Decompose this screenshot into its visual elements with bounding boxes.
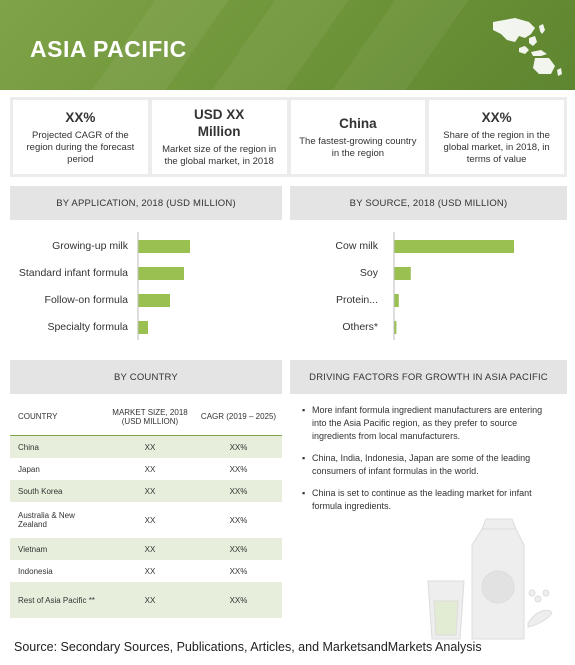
country-cell: South Korea [18, 486, 63, 496]
source-bar-chart [290, 228, 567, 346]
bar [138, 267, 184, 280]
market-size-cell: XX [144, 544, 156, 554]
cagr-cell: XX% [229, 544, 248, 554]
asia-pacific-map-icon [485, 12, 565, 80]
market-size-cell: XX [144, 595, 156, 605]
table-row [10, 582, 282, 618]
market-size-cell: XX [144, 464, 156, 474]
list-item [302, 404, 557, 443]
category-label: Growing-up milk [52, 240, 128, 252]
market-size-cell: XX [144, 566, 156, 576]
by-country-header: BY COUNTRY [10, 360, 282, 394]
bullet-icon: ▪ [302, 453, 306, 463]
country-cell: China [18, 442, 39, 452]
category-label: Protein... [335, 294, 378, 306]
bar [394, 240, 514, 253]
bullet-icon: ▪ [302, 488, 306, 498]
country-table [10, 398, 282, 618]
cagr-cell: XX% [229, 464, 248, 474]
kpi-card-cagr [13, 100, 148, 174]
country-cell: Indonesia [18, 566, 53, 576]
cagr-cell: XX% [229, 486, 248, 496]
category-label: Follow-on formula [44, 294, 128, 306]
bar [394, 294, 399, 307]
category-label: Soy [359, 267, 378, 279]
category-label: Specialty formula [47, 321, 128, 333]
table-row [10, 436, 282, 458]
table-row [10, 458, 282, 480]
kpi-value: XX% [65, 109, 96, 125]
list-item [302, 487, 557, 513]
list-item [302, 452, 557, 478]
kpi-row [10, 97, 567, 177]
factor-text: China, India, Indonesia, Japan are some of the leading consumers of infant formulas in the world. [312, 453, 531, 476]
market-size-cell: XX [144, 486, 156, 496]
kpi-card-fastest-country [291, 100, 426, 174]
table-row [10, 560, 282, 582]
table-body [10, 436, 282, 618]
cagr-cell: XX% [229, 566, 248, 576]
cagr-cell: XX% [229, 442, 248, 452]
country-cell: Rest of Asia Pacific ** [18, 595, 95, 605]
factor-text: China is set to continue as the leading market for infant formula ingredients. [312, 488, 532, 511]
header-banner [0, 0, 575, 90]
country-cell: Japan [18, 464, 40, 474]
kpi-card-market-size [152, 100, 287, 174]
category-label: Standard infant formula [18, 267, 128, 279]
category-label: Cow milk [335, 240, 378, 252]
milk-illustration-icon [420, 515, 560, 650]
column-header-country: COUNTRY [18, 412, 58, 421]
table-row [10, 502, 282, 538]
bar [138, 240, 190, 253]
column-header-market-size: MARKET SIZE, 2018 (USD MILLION) [112, 407, 188, 426]
factor-text: More infant formula ingredient manufacturers are entering into the Asia Pacific region, as they prefer to source ingredients from local manufacturers. [312, 405, 543, 441]
bar [138, 294, 170, 307]
cagr-cell: XX% [229, 595, 248, 605]
category-label: Others* [342, 321, 378, 333]
bullet-icon: ▪ [302, 405, 306, 415]
column-header-cagr: CAGR (2019 – 2025) [200, 412, 277, 421]
source-footnote: Source: Secondary Sources, Publications, Articles, and MarketsandMarkets Analysis [14, 640, 482, 654]
kpi-value: XX% [481, 109, 512, 125]
by-source-header: BY SOURCE, 2018 (USD MILLION) [290, 186, 567, 220]
country-cell: Australia & New Zealand [18, 511, 75, 529]
kpi-card-region-share [429, 100, 564, 174]
kpi-value: USD XX Million [193, 107, 245, 139]
kpi-value: China [339, 115, 377, 131]
cagr-cell: XX% [229, 515, 248, 525]
bar [394, 267, 411, 280]
kpi-description: Market size of the region in the global market, in 2018 [162, 144, 277, 167]
application-bar-chart [10, 228, 282, 346]
table-row [10, 480, 282, 502]
country-cell: Vietnam [18, 544, 48, 554]
market-size-cell: XX [144, 515, 156, 525]
driving-factors-header: DRIVING FACTORS FOR GROWTH IN ASIA PACIFIC [290, 360, 567, 394]
by-application-header: BY APPLICATION, 2018 (USD MILLION) [10, 186, 282, 220]
table-header-row [10, 398, 282, 436]
market-size-cell: XX [144, 442, 156, 452]
kpi-description: Share of the region in the global market, in 2018, in terms of value [443, 129, 550, 165]
region-title: ASIA PACIFIC [30, 36, 187, 62]
bar [138, 321, 148, 334]
kpi-description: Projected CAGR of the region during the forecast period [26, 129, 135, 165]
table-row [10, 538, 282, 560]
kpi-description: The fastest-growing country in the region [299, 135, 417, 159]
